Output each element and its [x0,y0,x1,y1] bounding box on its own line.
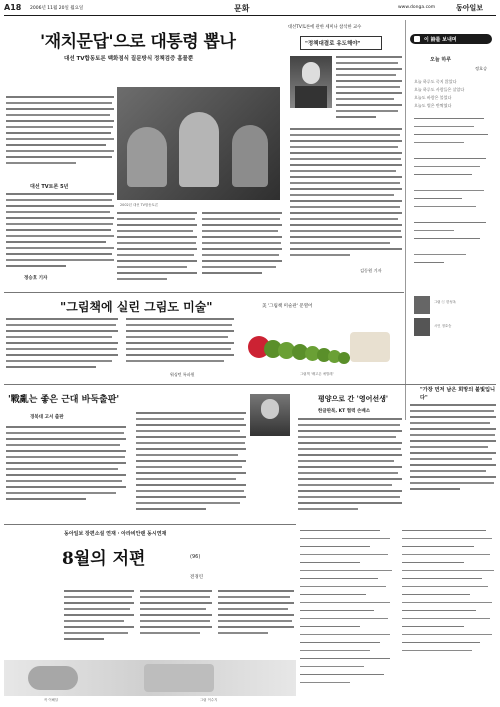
novel-number: (96) [190,554,201,560]
lead-photo-caption: 2002년 대선 TV합동토론 [120,203,159,207]
novel-illustration [4,660,296,696]
lead-headline: '재치문답'으로 대통령 뽑나 [40,32,236,52]
illust-caption-2: 그림 이수지 [200,698,218,702]
bottom-rule [4,384,496,385]
site-url: www.donga.com [398,5,436,10]
newspaper-logo: 동아일보 [456,3,484,12]
notice-list-2 [402,530,496,690]
lead-col2-text [117,212,197,282]
story1-headline: '戰亂는 좋은 근대 바둑출판' [8,395,120,405]
issue-date: 2006년 11월 20일 월요일 [30,6,84,11]
interview-byline: 김동원 기자 [360,268,382,273]
quill-icon [414,36,420,42]
book-byline: 워싱턴 특파원 [170,372,195,377]
page-header [0,0,500,15]
poem-author: 정호승 [475,66,488,71]
interview-headline: "정책대결로 유도해야" [305,41,361,47]
column-divider [405,20,406,420]
book-illustration [240,318,400,376]
lead-photo [117,87,280,200]
poem-line: 오늘 하루도 죽지 않았다 [414,79,457,84]
poem-line: 오늘도 바람은 불었다 [414,95,452,100]
poem-line: 오늘 하루도 사람들은 살았다 [414,87,465,92]
story3-headline: "가장 먼저 남은 희망의 불빛입니다" [420,387,496,401]
poet-photo-1 [414,296,430,314]
poem-line: 오늘도 별은 반짝였다 [414,103,452,108]
novel-col3 [218,590,294,650]
book-image-caption: 그림책 '배고픈 애벌레' [300,372,334,376]
story1-text-1 [6,426,126,506]
poem-body [414,78,496,110]
book-subhead: 美 '그림책 미술관' 문열어 [262,304,313,309]
interviewee-photo [290,56,332,108]
lead-subhead: 대선 TV합동토론 백화점식 질문방식 정책검증 흠물뿐 [64,56,194,62]
novel-author: 전경린 [190,575,204,580]
header-rule [4,15,496,16]
section-rule [4,292,404,293]
illust-caption-1: 작 이해달 [44,698,59,702]
lead-section-label: 대선 TV토론 5년 [30,184,69,190]
story3-text [410,404,496,514]
story2-headline: 평양으로 간 '영어선생' [318,394,389,403]
interview-headline-box [300,36,382,50]
lead-intro-text [6,96,114,170]
story2-text [298,418,402,518]
lead-col3-text [202,212,282,282]
poetry-badge [410,34,492,44]
poet-caption-1: 그림 ⓒ 한성옥 [434,300,456,304]
poem-title: 오늘 하루 [430,57,452,63]
lead-byline: 정승호 기자 [24,276,48,281]
novel-rule [4,524,296,525]
novel-col1 [64,590,134,650]
lead-col1-text [6,193,114,273]
poet-photo-2 [414,318,430,336]
section-name: 문화 [234,4,250,13]
poetry-badge-label: 이 詩를 보내며 [424,37,457,43]
novel-title-box [62,544,242,570]
story1-photo [250,394,290,436]
interview-kicker: 대선TV토론에 관한 세미나 참석한 교수 [288,25,362,30]
interview-side-text [336,56,402,122]
poem-more-lines [414,118,494,268]
novel-series-label: 동아일보 장편소설 연재 · 아라비안랜 동시연재 [64,531,167,537]
story1-section: 경북대 고서 출판 [30,415,64,420]
notice-list-1 [300,530,396,690]
story2-sub: 한글판북, KT 협력 손배소 [318,409,371,414]
poet-caption-2: 시인 정호승 [434,324,452,328]
interview-body-text [290,128,402,260]
book-col2 [126,318,234,374]
book-headline: "그림책에 실린 그림도 미술" [60,300,213,314]
page-number: A18 [4,3,22,12]
novel-title: 8월의 저편 [62,549,146,569]
novel-col2 [140,590,212,650]
story1-text-2 [136,412,246,520]
book-col1 [6,318,118,374]
